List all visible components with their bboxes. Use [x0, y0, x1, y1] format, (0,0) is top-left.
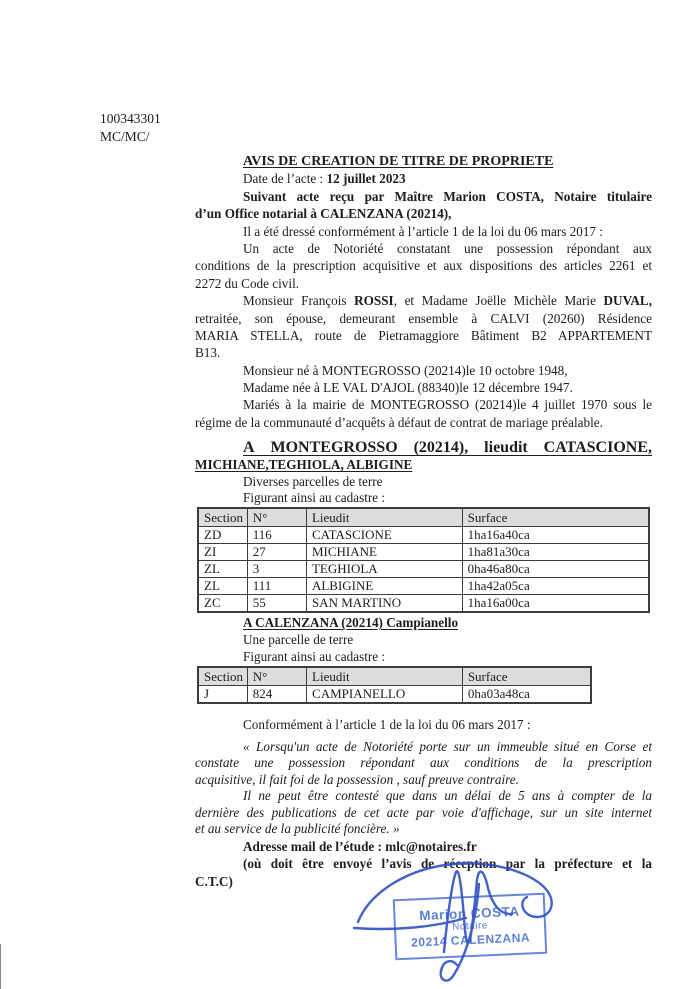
table-row — [198, 595, 649, 613]
file-reference-block — [100, 110, 161, 146]
monsieur-birth-line: Monsieur né à MONTEGROSSO (20214)le 10 octobre 1948, — [243, 362, 568, 378]
cell-section: ZC — [198, 595, 247, 613]
cell-lieudit: CAMPIANELLO — [307, 686, 463, 704]
quote-line-1: « Lorsqu'un acte de Notoriété porte sur un immeuble situé en Corse et — [243, 738, 652, 754]
table-header-row — [198, 508, 649, 527]
col-header-numero: N° — [247, 508, 306, 527]
acte-line-2: conditions de la prescription acquisitive et aux dispositions des articles 2261 et — [195, 258, 652, 274]
spacer — [195, 704, 652, 716]
dresse-line: Il a été dressé conformément à l’article 1 de la loi du 06 mars 2017 : — [243, 223, 603, 239]
quote-line-3: acquisitive, il fait foi de la possession , sauf preuve contraire. — [195, 771, 519, 787]
stamp-notary-city: 20214 CALENZANA — [410, 929, 531, 950]
col-header-section: Section — [198, 508, 247, 527]
scan-edge-artifact — [0, 944, 1, 989]
avis-reception-line-1: (où doit être envoyé l’avis de réception par la préfecture et la — [243, 856, 652, 872]
col-header-section: Section — [198, 667, 247, 686]
montegrosso-heading-line-1: A MONTEGROSSO (20214), lieudit CATASCIONE, — [243, 438, 652, 456]
cell-lieudit: ALBIGINE — [306, 578, 462, 595]
couple-line-4: B13. — [195, 345, 221, 361]
file-number: 100343301 — [100, 111, 161, 126]
quote-line-6: et au service de la publicité foncière. » — [195, 821, 400, 837]
cadastre-label: Figurant ainsi au cadastre : — [243, 490, 386, 506]
couple-line-2: retraitée, son épouse, demeurant ensemble à CALVI (20260) Résidence — [195, 310, 652, 326]
parcels-subtitle: Diverses parcelles de terre — [243, 473, 383, 489]
montegrosso-heading — [195, 440, 652, 474]
acte-line-3: 2272 du Code civil. — [195, 275, 300, 291]
cell-numero: 111 — [247, 578, 306, 595]
document-title: AVIS DE CREATION DE TITRE DE PROPRIETE — [243, 154, 554, 169]
col-header-surface: Surface — [462, 508, 649, 527]
notary-line-1: Suivant acte reçu par Maître Marion COSTA, Notaire titulaire — [243, 188, 652, 204]
quote-line-4: Il ne peut être contesté que dans un délai de 5 ans à compter de la — [243, 788, 652, 804]
cell-lieudit: TEGHIOLA — [306, 561, 462, 578]
cell-surface: 0ha03a48ca — [462, 686, 591, 704]
montegrosso-cadastre-table — [197, 507, 650, 613]
cell-lieudit: CATASCIONE — [306, 527, 462, 544]
cell-numero: 116 — [247, 527, 306, 544]
table-row — [198, 544, 649, 561]
montegrosso-heading-line-2: MICHIANE,TEGHIOLA, ALBIGINE — [195, 457, 413, 473]
stamp-notary-role: Notaire — [451, 919, 489, 933]
quote-line-5: dernière des publications de cet acte par voie d'affichage, sur un site internet — [195, 804, 652, 820]
table-row — [198, 686, 591, 704]
cell-surface: 1ha42a05ca — [462, 578, 649, 595]
document-body — [195, 153, 652, 890]
col-header-numero: N° — [247, 667, 306, 686]
calenzana-section — [195, 615, 652, 665]
marriage-line-1: Mariés à la mairie de MONTEGROSSO (20214)le 4 juillet 1970 sous le — [243, 397, 652, 413]
cell-numero: 55 — [247, 595, 306, 613]
act-date-line: Date de l’acte : 12 juillet 2023 — [243, 171, 406, 187]
cell-numero: 824 — [247, 686, 306, 704]
notary-line-2: d’un Office notarial à CALENZANA (20214), — [195, 206, 452, 222]
montegrosso-intro-lines — [195, 474, 652, 507]
legal-quote-block — [195, 739, 652, 838]
cell-section: ZD — [198, 527, 247, 544]
calenzana-cadastre-table — [197, 666, 592, 704]
conformement-line: Conformément à l’article 1 de la loi du 06 mars 2017 : — [243, 716, 531, 732]
table-header-row — [198, 667, 591, 686]
col-header-surface: Surface — [462, 667, 591, 686]
marriage-line-2: régime de la communauté d’acquêts à défaut de contrat de mariage préalable. — [195, 414, 603, 430]
cell-surface: 0ha46a80ca — [462, 561, 649, 578]
notary-stamp — [393, 893, 548, 961]
intro-block — [195, 153, 652, 431]
couple-line-1: Monsieur François ROSSI, et Madame Joëlle Michèle Marie DUVAL, — [243, 293, 652, 309]
cell-numero: 3 — [247, 561, 306, 578]
cell-lieudit: SAN MARTINO — [306, 595, 462, 613]
table-row — [198, 578, 649, 595]
contact-block — [195, 838, 652, 891]
madame-birth-line: Madame née à LE VAL D'AJOL (88340)le 12 décembre 1947. — [243, 380, 573, 396]
cell-section: J — [198, 686, 247, 704]
col-header-lieudit: Lieudit — [307, 667, 463, 686]
cell-lieudit: MICHIANE — [306, 544, 462, 561]
cadastre-label: Figurant ainsi au cadastre : — [243, 648, 386, 664]
clerk-initials: MC/MC/ — [100, 129, 150, 144]
quote-line-2: constate une possession répondant aux conditions de la prescription — [195, 755, 652, 771]
avis-reception-line-2: C.T.C) — [195, 873, 233, 889]
cell-numero: 27 — [247, 544, 306, 561]
cell-section: ZI — [198, 544, 247, 561]
study-email-line: Adresse mail de l’étude : mlc@notaires.fr — [243, 838, 477, 854]
cell-section: ZL — [198, 561, 247, 578]
cell-surface: 1ha16a00ca — [462, 595, 649, 613]
parcel-subtitle: Une parcelle de terre — [243, 631, 354, 647]
cell-section: ZL — [198, 578, 247, 595]
cell-surface: 1ha81a30ca — [462, 544, 649, 561]
calenzana-heading: A CALENZANA (20214) Campianello — [243, 615, 459, 631]
conformement-block — [195, 716, 652, 733]
cell-surface: 1ha16a40ca — [462, 527, 649, 544]
table-row — [198, 527, 649, 544]
col-header-lieudit: Lieudit — [306, 508, 462, 527]
acte-line-1: Un acte de Notoriété constatant une possession répondant aux — [243, 240, 652, 256]
couple-line-3: MARIA STELLA, route de Pietramaggiore Bâtiment B2 APPARTEMENT — [195, 327, 652, 343]
table-row — [198, 561, 649, 578]
stamp-notary-name: Marion COSTA — [419, 903, 520, 923]
